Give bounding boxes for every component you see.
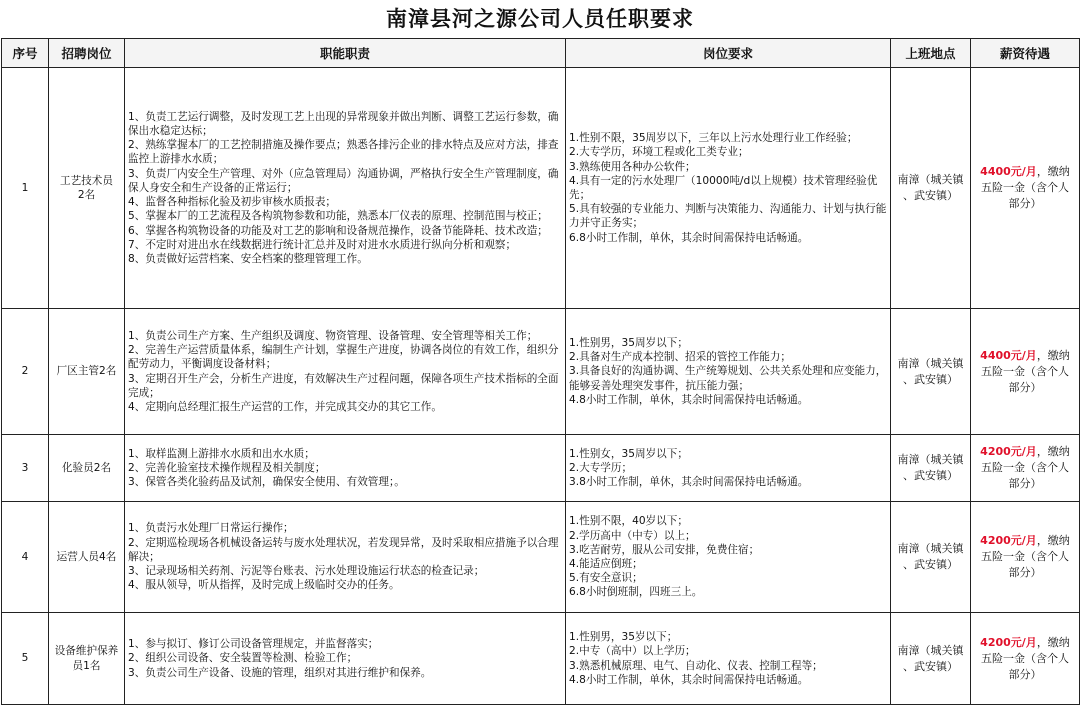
duty-line: 2、完善化验室技术操作规程及相关制度； [128, 461, 326, 474]
duty-line: 2、定期巡检现场各机械设备运转与废水处理状况，若发现异常，及时采取相应措施予以合理解决； [128, 536, 559, 563]
benefit-line: 五险一金（含个人 [981, 181, 1069, 194]
benefit-line: ，缴纳 [1036, 165, 1070, 178]
location-line: 、武安镇） [903, 372, 958, 386]
duty-line: 3、记录现场相关药剂、污泥等台账表、污水处理设施运行状态的检查记录； [128, 565, 485, 578]
location-cell [891, 68, 971, 309]
salary-cell [971, 435, 1080, 502]
requirement-line: 6.8小时倒班制，四班三上。 [569, 586, 703, 599]
table-row [2, 613, 1080, 705]
benefit-line: 五险一金（含个人 [981, 550, 1069, 563]
location-line: 南漳（城关镇 [897, 643, 964, 657]
duty-line: 1、负责公司生产方案、生产组织及调度、物资管理、设备管理、安全管理等相关工作； [128, 329, 538, 342]
salary-amount: 4400元/月 [980, 348, 1037, 362]
location-line: 、武安镇） [903, 558, 958, 571]
duties-cell [125, 502, 566, 613]
benefit-line: 五险一金（含个人 [981, 461, 1069, 474]
duty-line: 8、负责做好运营档案、安全档案的整理管理工作。 [128, 252, 368, 265]
salary-cell [971, 309, 1080, 435]
table-row [2, 309, 1080, 435]
header-post: 招聘岗位 [49, 39, 125, 68]
duty-line: 1、参与拟订、修订公司设备管理规定，并监督落实； [128, 638, 379, 651]
requirement-line: 1.性别女，35周岁以下； [569, 447, 688, 460]
benefit-line: ，缴纳 [1036, 348, 1070, 362]
header-location: 上班地点 [891, 39, 971, 68]
table-row [2, 435, 1080, 502]
duty-line: 1、负责工艺运行调整，及时发现工艺上出现的异常现象并做出判断、调整工艺运行参数，确保出水稳定达标； [128, 110, 559, 138]
post-count: 员1名 [72, 659, 101, 672]
requirement-line: 3.熟练使用各种办公软件； [569, 160, 696, 173]
requirements-cell [566, 502, 891, 613]
duty-line: 5、掌握本厂的工艺流程及各构筑物参数和功能，熟悉本厂仪表的原理、控制范围与校正； [128, 210, 548, 223]
location-cell [891, 502, 971, 613]
row-number: 4 [2, 502, 49, 613]
header-requirements: 岗位要求 [566, 39, 891, 68]
benefit-line: 部分） [1008, 667, 1042, 681]
location-line: 、武安镇） [903, 469, 958, 482]
post-name: 厂区主管2名 [56, 365, 117, 378]
location-line: 、武安镇） [903, 659, 958, 673]
post-cell [49, 68, 125, 309]
post-name: 设备维护保养 [54, 645, 119, 658]
post-cell [49, 502, 125, 613]
table-header-row [2, 39, 1080, 68]
requirement-line: 4.8小时工作制，单休，其余时间需保持电话畅通。 [569, 393, 809, 406]
duty-line: 7、不定时对进出水在线数据进行统计汇总并及时对进水水质进行纵向分析和观察； [128, 238, 517, 251]
duty-line: 4、监督各种指标化验及初步审核水质报表； [128, 196, 337, 209]
requirements-table [1, 38, 1080, 705]
salary-amount: 4200元/月 [980, 534, 1037, 547]
requirement-line: 2.学历高中（中专）以上； [569, 529, 696, 542]
salary-cell [971, 613, 1080, 705]
salary-cell [971, 502, 1080, 613]
location-cell [891, 435, 971, 502]
requirement-line: 1.性别不限，35周岁以下，三年以上污水处理行业工作经验； [569, 132, 858, 145]
duty-line: 3、定期召开生产会，分析生产进度，有效解决生产过程问题，保障各项生产技术指标的全面完成； [128, 372, 559, 399]
duties-cell [125, 68, 566, 309]
post-cell [49, 435, 125, 502]
location-cell [891, 613, 971, 705]
location-line: 南漳（城关镇 [897, 453, 964, 466]
row-number: 3 [2, 435, 49, 502]
duty-line: 3、保管各类化验药品及试剂，确保安全使用、有效管理；。 [128, 476, 405, 489]
duty-line: 3、负责公司生产设备、设施的管理，组织对其进行维护和保养。 [128, 666, 432, 679]
duty-line: 2、完善生产运营质量体系，编制生产计划，掌握生产进度，协调各岗位的有效工作，组织分配劳动力，平衡调度设备材料； [128, 344, 559, 371]
salary-amount: 4200元/月 [980, 445, 1037, 458]
benefit-line: 五险一金（含个人 [981, 364, 1069, 378]
requirement-line: 2.大专学历，环境工程或化工类专业； [569, 146, 749, 159]
row-number: 1 [2, 68, 49, 309]
header-duties: 职能职责 [125, 39, 566, 68]
benefit-line: 部分） [1008, 566, 1042, 579]
requirement-line: 5.具有较强的专业能力、判断与决策能力、沟通能力、计划与执行能力并守正务实； [569, 203, 887, 230]
table-row [2, 502, 1080, 613]
requirement-line: 1.性别男，35岁以下； [569, 631, 678, 644]
post-name: 运营人员4名 [56, 550, 117, 563]
row-number: 2 [2, 309, 49, 435]
requirement-line: 4.具有一定的污水处理厂（10000吨/d以上规模）技术管理经验优先； [569, 174, 878, 201]
requirement-line: 6.8小时工作制，单休，其余时间需保持电话畅通。 [569, 231, 809, 244]
location-line: 南漳（城关镇 [897, 542, 964, 555]
duty-line: 4、定期向总经理汇报生产运营的工作，并完成其交办的其它工作。 [128, 400, 442, 413]
requirement-line: 5.有安全意识； [569, 572, 643, 585]
requirement-line: 3.8小时工作制，单休，其余时间需保持电话畅通。 [569, 476, 809, 489]
benefit-line: ，缴纳 [1036, 534, 1070, 547]
salary-amount: 4400元/月 [980, 165, 1037, 178]
requirements-cell [566, 435, 891, 502]
duty-line: 1、取样监测上游排水水质和出水水质； [128, 447, 315, 460]
requirement-line: 2.中专（高中）以上学历； [569, 645, 696, 658]
location-line: 、武安镇） [903, 189, 958, 202]
location-line: 南漳（城关镇 [897, 356, 964, 370]
benefit-line: 部分） [1008, 380, 1042, 394]
document-title: 南漳县河之源公司人员任职要求 [386, 6, 694, 31]
duties-cell [125, 309, 566, 435]
requirements-cell [566, 613, 891, 705]
post-count: 2名 [77, 189, 96, 201]
location-cell [891, 309, 971, 435]
duty-line: 2、熟练掌握本厂的工艺控制措施及操作要点；熟悉各排污企业的排水特点及应对方法，排查监控上游排水水质； [128, 139, 559, 166]
requirement-line: 3.吃苦耐劳，服从公司安排，免费住宿； [569, 543, 760, 556]
duties-cell [125, 435, 566, 502]
location-line: 南漳（城关镇 [897, 173, 964, 186]
benefit-line: 五险一金（含个人 [981, 651, 1069, 665]
benefit-line: 部分） [1008, 477, 1042, 490]
requirement-line: 1.性别男，35周岁以下； [569, 336, 688, 349]
salary-cell [971, 68, 1080, 309]
duty-line: 6、掌握各构筑物设备的功能及对工艺的影响和设备规范操作，设备节能降耗、技术改造； [128, 224, 548, 237]
duty-line: 1、负责污水处理厂日常运行操作； [128, 522, 294, 535]
benefit-line: ，缴纳 [1036, 445, 1070, 458]
duty-line: 4、服从领导，听从指挥，及时完成上级临时交办的任务。 [128, 579, 400, 592]
benefit-line: 部分） [1008, 197, 1042, 210]
benefit-line: ，缴纳 [1036, 635, 1070, 649]
requirement-line: 4.能适应倒班； [569, 558, 643, 570]
post-name: 工艺技术员 [60, 174, 113, 187]
table-row [2, 68, 1080, 309]
header-no: 序号 [2, 39, 49, 68]
requirements-cell [566, 68, 891, 309]
requirement-line: 3.熟悉机械原理、电气、自动化、仪表、控制工程等； [569, 659, 823, 672]
requirement-line: 3.具备良好的沟通协调、生产统筹规划、公共关系处理和应变能力，能够妥善处理突发事件，抗压能力强； [569, 365, 887, 392]
requirement-line: 2.大专学历； [569, 461, 633, 474]
requirements-cell [566, 309, 891, 435]
row-number: 5 [2, 613, 49, 705]
duties-cell [125, 613, 566, 705]
header-salary: 薪资待遇 [971, 39, 1080, 68]
duty-line: 2、组织公司设备、安全装置等检测、检验工作； [128, 652, 358, 665]
post-cell [49, 613, 125, 705]
requirement-line: 1.性别不限，40岁以下； [569, 515, 688, 528]
requirement-line: 4.8小时工作制，单休，其余时间需保持电话畅通。 [569, 673, 809, 686]
requirement-line: 2.具备对生产成本控制、招采的管控工作能力； [569, 351, 791, 364]
salary-amount: 4200元/月 [980, 635, 1037, 649]
post-cell [49, 309, 125, 435]
duty-line: 3、负责厂内安全生产管理、对外（应急管理局）沟通协调，严格执行安全生产管理制度，确保人身安全和生产设备的正常运行； [128, 167, 559, 194]
post-name: 化验员2名 [61, 461, 112, 474]
